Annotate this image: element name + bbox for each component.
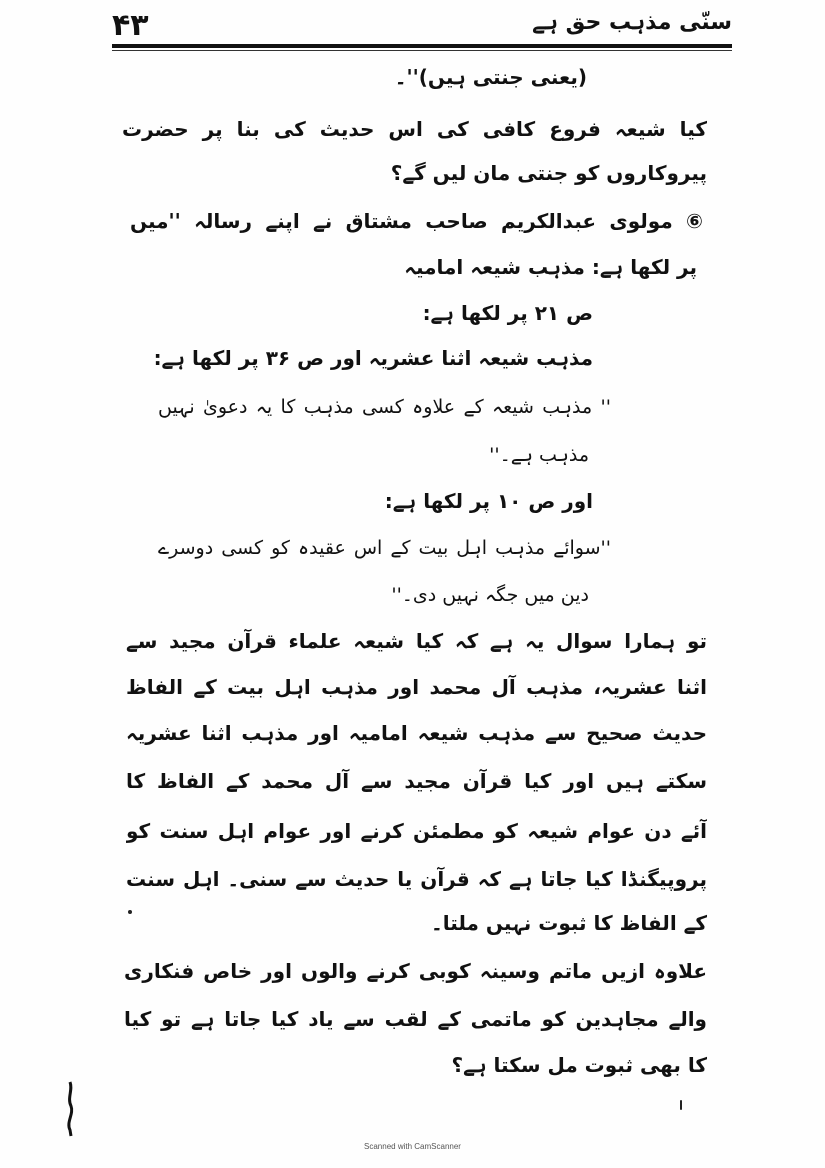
header-rule-thin xyxy=(112,50,732,51)
text-line: اور ص ۱۰ پر لکھا ہے: xyxy=(384,489,593,513)
text-line: والے مجاہدین کو ماتمی کے لقب سے یاد کیا جاتا ہے تو کیا xyxy=(124,1007,707,1031)
text-line: پروپیگنڈا کیا جاتا ہے کہ قرآن یا حدیث سے سنی۔ اہل سنت xyxy=(126,867,707,891)
ink-mark xyxy=(680,1100,682,1110)
text-line: پر لکھا ہے: مذہب شیعہ امامیہ xyxy=(404,255,697,279)
page-number: ۴۳ xyxy=(112,8,149,43)
text-line: پیروکاروں کو جنتی مان لیں گے؟ xyxy=(390,161,707,185)
running-title: سنّی مذہب حق ہے xyxy=(532,10,732,35)
text-line: حدیث صحیح سے مذہب شیعہ امامیہ اور مذہب اثنا عشریہ xyxy=(126,721,707,745)
header-rule xyxy=(112,44,732,48)
text-line: (یعنی جنتی ہیں)''۔ xyxy=(394,65,587,89)
text-line: مذہب شیعہ اثنا عشریہ اور ص ۳۶ پر لکھا ہے: xyxy=(153,346,593,370)
quote-line: مذہب ہے۔'' xyxy=(489,444,589,466)
scanner-credit: Scanned with CamScanner xyxy=(364,1142,461,1151)
text-line: اثنا عشریہ، مذہب آل محمد اور مذہب اہل بیت کے الفاظ xyxy=(126,675,707,699)
text-line: کا بھی ثبوت مل سکتا ہے؟ xyxy=(451,1053,707,1077)
quote-line: دین میں جگہ نہیں دی۔'' xyxy=(391,584,589,606)
text-line: کے الفاظ کا ثبوت نہیں ملتا۔ xyxy=(431,911,707,935)
text-line: ص ۲۱ پر لکھا ہے: xyxy=(422,301,593,325)
text-line: علاوہ ازیں ماتم وسینہ کوبی کرنے والوں اور خاص فنکاری xyxy=(124,959,707,983)
quote-line: ''سوائے مذہب اہل بیت کے اس عقیدہ کو کسی دوسرے xyxy=(158,537,611,559)
text-line: آئے دن عوام شیعہ کو مطمئن کرنے اور عوام اہل سنت کو xyxy=(126,819,707,843)
text-line: کیا شیعہ فروع کافی کی اس حدیث کی بنا پر حضرت xyxy=(122,117,707,141)
text-line: سکتے ہیں اور کیا قرآن مجید سے آل محمد کے الفاظ کا xyxy=(126,769,707,793)
page-header xyxy=(112,6,732,46)
scan-smudge-icon xyxy=(64,1080,76,1138)
text-line: ⑥ مولوی عبدالکریم صاحب مشتاق نے اپنے رسالہ ''میں xyxy=(130,209,703,233)
text-line: تو ہمارا سوال یہ ہے کہ کیا شیعہ علماء قرآن مجید سے xyxy=(126,629,707,653)
quote-line: '' مذہب شیعہ کے علاوہ کسی مذہب کا یہ دعویٰ نہیں xyxy=(158,396,611,418)
ink-dot xyxy=(128,910,132,914)
